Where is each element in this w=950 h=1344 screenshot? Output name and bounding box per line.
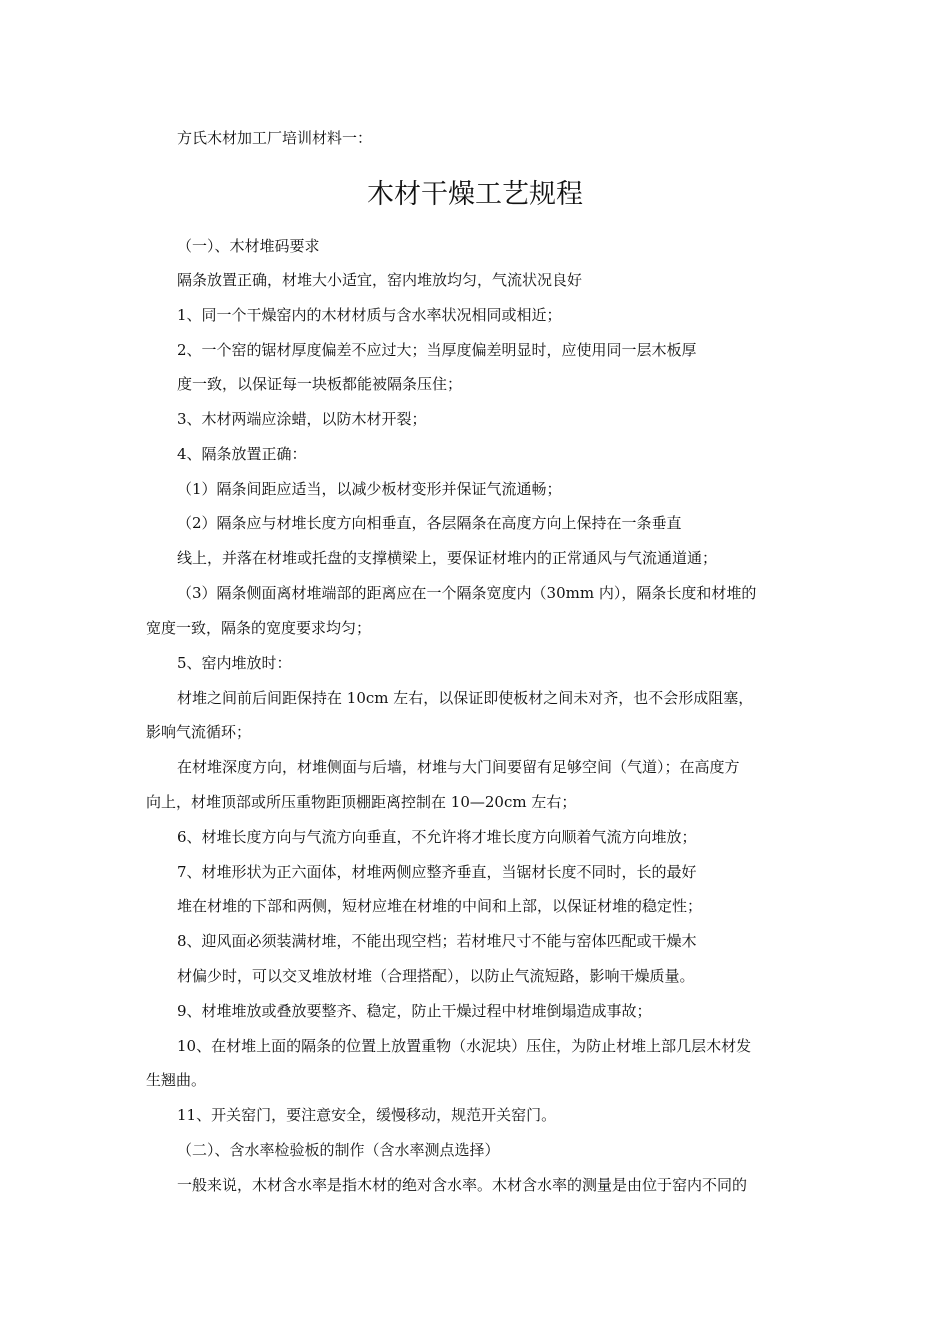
paragraph-line: 9、材堆堆放或叠放要整齐、稳定，防止干燥过程中材堆倒塌造成事故； [177, 1002, 652, 1020]
paragraph-line: 向上，材堆顶部或所压重物距顶棚距离控制在 10—20cm 左右； [146, 793, 577, 811]
paragraph-line: （2）隔条应与材堆长度方向相垂直，各层隔条在高度方向上保持在一条垂直 [177, 514, 682, 532]
document-title: 木材干燥工艺规程 [367, 179, 583, 210]
paragraph-line: （3）隔条侧面离材堆端部的距离应在一个隔条宽度内（30mm 内），隔条长度和材堆的 [177, 584, 757, 602]
paragraph-line: 宽度一致，隔条的宽度要求均匀； [146, 619, 372, 637]
section-heading-1: （一）、木材堆码要求 [177, 237, 320, 255]
paragraph-line: 6、材堆长度方向与气流方向垂直，不允许将才堆长度方向顺着气流方向堆放； [177, 828, 697, 846]
section-heading-2: （二）、含水率检验板的制作（含水率测点选择） [177, 1141, 500, 1159]
paragraph-line: 材堆之间前后间距保持在 10cm 左右，以保证即使板材之间未对齐，也不会形成阻塞， [177, 689, 754, 707]
paragraph-line: 堆在材堆的下部和两侧，短材应堆在材堆的中间和上部，以保证材堆的稳定性； [177, 897, 703, 915]
paragraph-line: 8、迎风面必须装满材堆，不能出现空档；若材堆尺寸不能与窑体匹配或干燥木 [177, 932, 697, 950]
paragraph-line: 7、材堆形状为正六面体，材堆两侧应整齐垂直，当锯材长度不同时，长的最好 [177, 863, 697, 881]
paragraph-line: 1、同一个干燥窑内的木材材质与含水率状况相同或相近； [177, 306, 562, 324]
paragraph-line: 4、隔条放置正确： [177, 445, 307, 463]
paragraph-line: 生翘曲。 [146, 1071, 207, 1089]
paragraph-line: 5、窑内堆放时： [177, 654, 292, 672]
paragraph-line: 一般来说，木材含水率是指木材的绝对含水率。木材含水率的测量是由位于窑内不同的 [177, 1176, 748, 1194]
paragraph-line: 线上，并落在材堆或托盘的支撑横梁上，要保证材堆内的正常通风与气流通道通； [177, 549, 718, 567]
document-header: 方氏木材加工厂培训材料一： [177, 129, 373, 147]
paragraph-line: 10、在材堆上面的隔条的位置上放置重物（水泥块）压住，为防止材堆上部几层木材发 [177, 1037, 752, 1055]
paragraph-line: 影响气流循环； [146, 723, 252, 741]
paragraph-line: 隔条放置正确，材堆大小适宜，窑内堆放均匀，气流状况良好 [177, 271, 583, 289]
paragraph-line: 度一致，以保证每一块板都能被隔条压住； [177, 375, 463, 393]
paragraph-line: 11、开关窑门，要注意安全，缓慢移动，规范开关窑门。 [177, 1106, 557, 1124]
paragraph-line: （1）隔条间距应适当，以减少板材变形并保证气流通畅； [177, 480, 562, 498]
paragraph-line: 3、木材两端应涂蜡，以防木材开裂； [177, 410, 427, 428]
paragraph-line: 材偏少时，可以交叉堆放材堆（合理搭配），以防止气流短路，影响干燥质量。 [177, 967, 695, 985]
paragraph-line: 在材堆深度方向，材堆侧面与后墙，材堆与大门间要留有足够空间（气道）；在高度方 [177, 758, 740, 776]
paragraph-line: 2、一个窑的锯材厚度偏差不应过大；当厚度偏差明显时，应使用同一层木板厚 [177, 341, 697, 359]
